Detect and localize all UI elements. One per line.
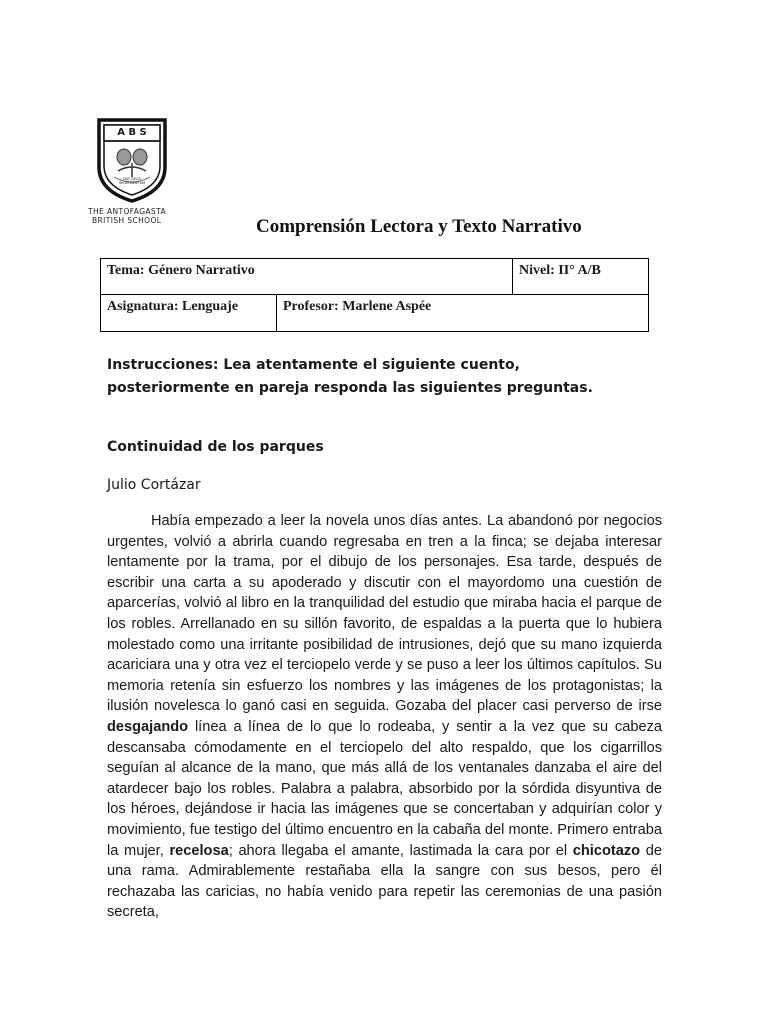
- logo-motto: DAT DEUS INCREMENTUM: [118, 177, 146, 185]
- info-table: [100, 258, 649, 332]
- school-name-line1: THE ANTOFAGASTA: [88, 207, 167, 216]
- story-text-part1: Había empezado a leer la novela unos días antes. La abandonó por negocios urgentes, volvió a abrirla cuando regresaba en tren a la finca; se dejaba interesar lentamente por la trama, por el dibujo de los personajes. Esa tarde, después de escribir una carta a su apoderado y discutir con el mayordomo una cuestión de aparcerías, volvió al libro en la tranquilidad del estudio que miraba hacia el parque de los robles. Arrellanado en su sillón favorito, de espaldas a la puerta que lo hubiera molestado como una irritante posibilidad de intrusiones, dejó que su mano izquierda acariciara una y otra vez el terciopelo verde y se puso a leer los últimos capítulos. Su memoria retenía sin esfuerzo los nombres y las imágenes de los protagonistas; la ilusión novelesca lo ganó casi en seguida. Gozaba del placer casi perverso de irse: [107, 513, 662, 715]
- nivel-cell: Nivel: II° A/B: [513, 259, 649, 295]
- story-paragraph: [107, 511, 662, 923]
- school-name: [88, 207, 184, 225]
- school-name-line2: BRITISH SCHOOL: [92, 216, 162, 225]
- story-text-part2: línea a línea de lo que lo rodeaba, y sentir a la vez que su cabeza descansaba cómodamente en el terciopelo del alto respaldo, que los cigarrillos seguían al alcance de la mano, que más allá de los ventanales danzaba el aire del atardecer bajo los robles. Palabra a palabra, absorbido por la sórdida disyuntiva de los héroes, dejándose ir hacia las imágenes que se concertaban y adquirían color y movimiento, fue testigo del último encuentro en la cabaña del monte. Primero entraba la mujer,: [107, 718, 662, 859]
- vocab-word-recelosa: recelosa: [169, 842, 229, 859]
- tema-cell: Tema: Género Narrativo: [101, 259, 513, 295]
- story-text-part3: ; ahora llegaba el amante, lastimada la cara por el: [228, 842, 573, 859]
- instructions: Instrucciones: Lea atentamente el siguiente cuento, posteriormente en pareja responda las siguientes preguntas.: [107, 357, 593, 396]
- vocab-word-chicotazo: chicotazo: [572, 842, 641, 859]
- story-title: Continuidad de los parques: [107, 439, 324, 455]
- page-title: Comprensión Lectora y Texto Narrativo: [256, 216, 582, 237]
- vocab-word-desgajando: desgajando: [107, 718, 189, 735]
- profesor-cell: Profesor: Marlene Aspée: [277, 295, 649, 332]
- logo-letters: A B S: [117, 127, 147, 138]
- story-author: Julio Cortázar: [107, 477, 201, 493]
- story-text: [107, 511, 662, 923]
- story-text-part4: de una rama. Admirablemente restañaba ella la sangre con sus besos, pero él rechazaba las caricias, no había venido para repetir las ceremonias de una pasión secreta,: [107, 842, 662, 921]
- school-logo: [96, 117, 168, 203]
- asignatura-cell: Asignatura: Lenguaje: [101, 295, 277, 332]
